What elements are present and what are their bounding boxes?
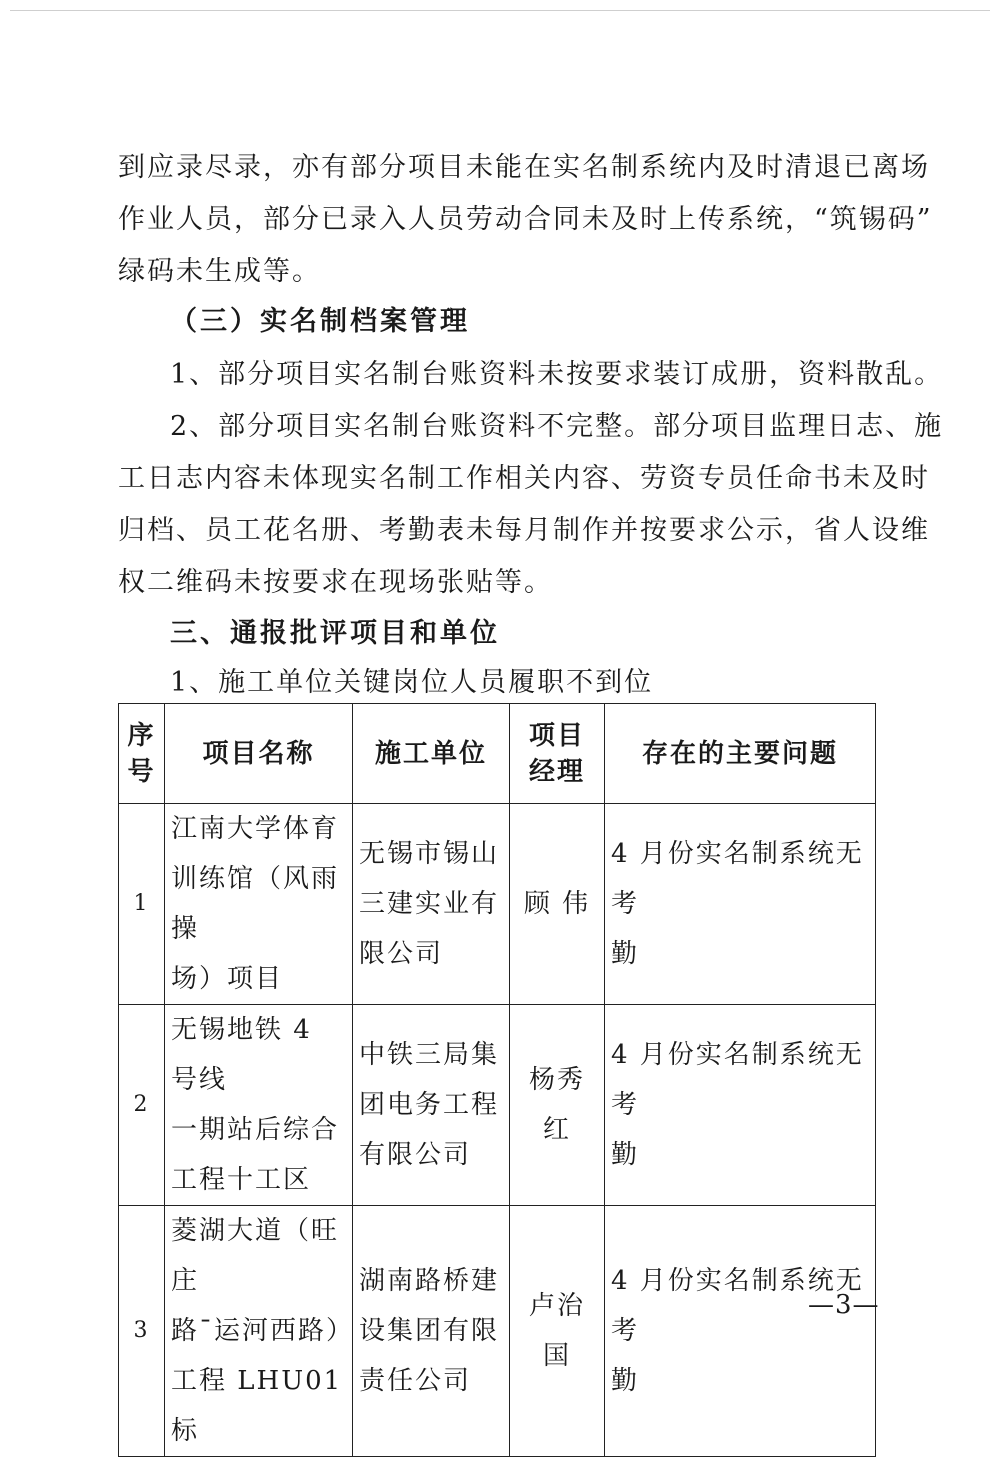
row-contractor: 湖南路桥建 设集团有限 责任公司 <box>353 1206 510 1457</box>
sub-heading: 1、施工单位关键岗位人员履职不到位 <box>170 667 654 698</box>
item-line: 工日志内容未体现实名制工作相关内容、劳资专员任命书未及时 <box>118 463 930 494</box>
row-issue: 4 月份实名制系统无考 勤 <box>605 1005 876 1206</box>
row-issue: 4 月份实名制系统无考 勤 <box>605 1206 876 1457</box>
row-project: 菱湖大道（旺庄 路¯运河西路） 工程 LHU01 标 <box>165 1206 353 1457</box>
table-row <box>119 1005 876 1206</box>
top-rule <box>10 10 990 11</box>
body-line: 绿码未生成等。 <box>118 256 321 287</box>
row-index: 1 <box>119 804 165 1005</box>
body-line: 作业人员，部分已录入人员劳动合同未及时上传系统，“筑锡码” <box>118 204 933 235</box>
row-manager: 顾 伟 <box>510 804 605 1005</box>
header-contractor: 施工单位 <box>353 704 510 804</box>
row-index: 3 <box>119 1206 165 1457</box>
row-project: 江南大学体育 训练馆（风雨操 场）项目 <box>165 804 353 1005</box>
row-issue: 4 月份实名制系统无考 勤 <box>605 804 876 1005</box>
item-line: 2、部分项目实名制台账资料不完整。部分项目监理日志、施 <box>170 411 944 442</box>
header-manager: 项目 经理 <box>510 704 605 804</box>
table-row <box>119 1206 876 1457</box>
row-index: 2 <box>119 1005 165 1206</box>
table-header-row <box>119 704 876 804</box>
table-row <box>119 804 876 1005</box>
header-index: 序 号 <box>119 704 165 804</box>
section-heading: （三）实名制档案管理 <box>170 306 470 337</box>
row-contractor: 无锡市锡山 三建实业有 限公司 <box>353 804 510 1005</box>
row-manager: 杨秀红 <box>510 1005 605 1206</box>
part-heading: 三、通报批评项目和单位 <box>170 618 500 649</box>
header-issue: 存在的主要问题 <box>605 704 876 804</box>
body-line: 到应录尽录，亦有部分项目未能在实名制系统内及时清退已离场 <box>118 152 930 183</box>
item-line: 归档、员工花名册、考勤表未每月制作并按要求公示，省人设维 <box>118 515 930 546</box>
row-manager: 卢治国 <box>510 1206 605 1457</box>
item-line: 1、部分项目实名制台账资料未按要求装订成册，资料散乱。 <box>170 359 944 390</box>
header-project: 项目名称 <box>165 704 353 804</box>
row-project: 无锡地铁 4 号线 一期站后综合 工程十工区 <box>165 1005 353 1206</box>
item-line: 权二维码未按要求在现场张贴等。 <box>118 567 553 598</box>
page-number: —3— <box>808 1290 880 1320</box>
row-contractor: 中铁三局集 团电务工程 有限公司 <box>353 1005 510 1206</box>
issues-table <box>118 703 876 1457</box>
